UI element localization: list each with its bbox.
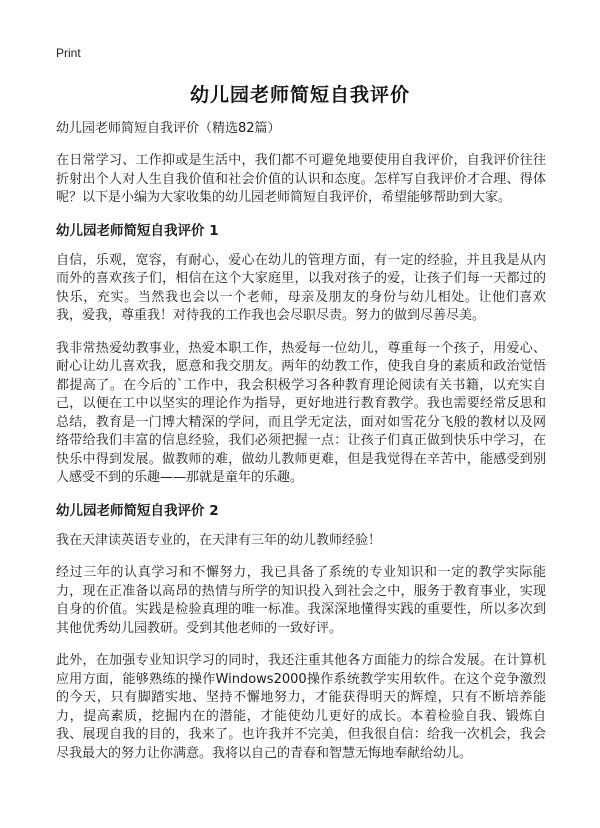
section-heading: 幼儿园老师简短自我评价 2 <box>56 502 219 519</box>
section-paragraph: 我在天津读英语专业的，在天津有三年的幼儿教师经验！ <box>56 532 382 548</box>
page-title: 幼儿园老师简短自我评价 <box>189 84 410 106</box>
section-heading: 幼儿园老师简短自我评价 1 <box>56 222 219 239</box>
section-paragraph: 自信，乐观，宽容，有耐心，爱心在幼儿的管理方面，有一定的经验，并且我是从内而外的喜欢孩子们，相信在这个大家庭里，以我对孩子的爱，让孩子们每一天都过的快乐，充实。当然我也会以一个老师，母亲及朋友的身份与幼儿相处。让他们喜欢我，爱我，尊重我！对待我的工作我也会尽职尽责。努力的做到尽善尽美。 <box>56 252 546 323</box>
document-content <box>56 120 546 777</box>
document-subtitle: 幼儿园老师简短自我评价（精选82篇） <box>56 121 281 136</box>
section-paragraph: 此外，在加强专业知识学习的同时，我还注重其他各方面能力的综合发展。在计算机应用方面，能够熟练的操作Windows2000操作系统教学实用软件。在这个竞争激烈的今天，只有脚踏实地、坚持不懈地努力，才能获得明天的辉煌，只有不断培养能力，提高素质，挖掘内在的潜能，才能使幼儿更好的成长。本着检验自我、锻炼自我、展现自我的目的，我来了。也许我并不完美，但我很自信：给我一次机会，我会尽我最大的努力让你满意。我将以自己的青春和智慧无悔地奉献给幼儿。 <box>56 653 546 761</box>
intro-paragraph: 在日常学习、工作抑或是生活中，我们都不可避免地要使用自我评价，自我评价往往折射出个人对人生自我价值和社会价值的认识和态度。怎样写自我评价才合理、得体呢？以下是小编为大家收集的幼儿园老师简短自我评价，希望能够帮助到大家。 <box>56 153 546 205</box>
print-link[interactable]: Print <box>56 46 81 60</box>
section-paragraph: 经过三年的认真学习和不懈努力，我已具备了系统的专业知识和一定的教学实际能力，现在正准备以高昂的热情与所学的知识投入到社会之中，服务于教育事业，实现自身的价值。实践是检验真理的唯一标准。我深深地懂得实践的重要性，所以多次到其他优秀幼儿园教研。受到其他老师的一致好评。 <box>56 565 546 636</box>
section-paragraph: 我非常热爱幼教事业，热爱本职工作，热爱每一位幼儿，尊重每一个孩子，用爱心、耐心让幼儿喜欢我，愿意和我交朋友。两年的幼教工作，使我自身的素质和政治觉悟都提高了。在今后的`工作中，我会积极学习各种教育理论阅读有关书籍，以充实自己，以便在工中以坚实的理论作为指导，更好地进行教育教学。我也需要经常反思和总结，教育是一门博大精深的学问，而且学无定法，面对如雪花分飞般的教材以及网络带给我们丰富的信息经验，我们必须把握一点：让孩子们真正做到快乐中学习，在快乐中得到发展。做教师的难，做幼儿教师更难，但是我觉得在辛苦中，能感受到别人感受不到的乐趣——那就是童年的乐趣。 <box>56 340 546 485</box>
